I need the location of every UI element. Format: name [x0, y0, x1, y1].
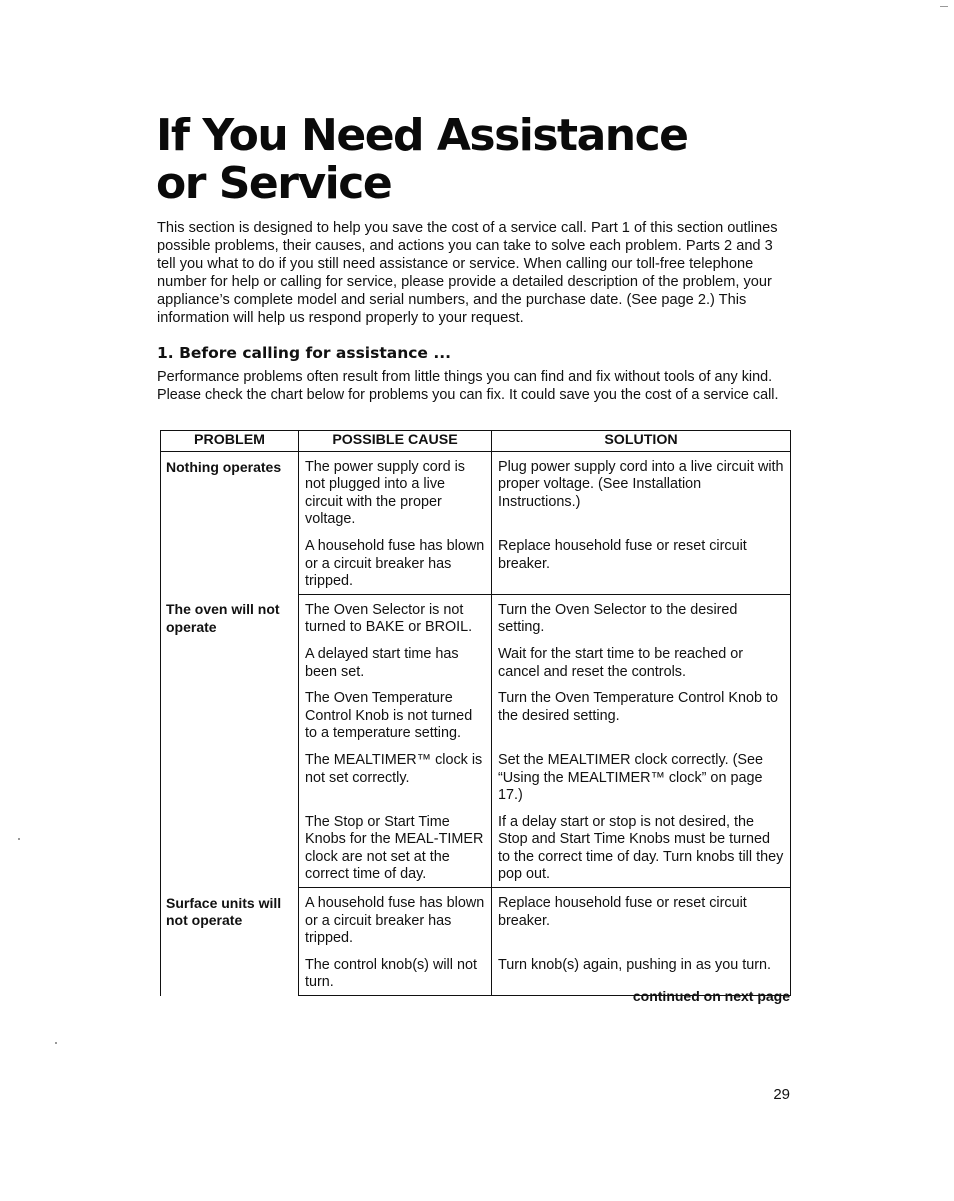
cause-cell: A household fuse has blown or a circuit breaker has tripped. — [299, 888, 492, 951]
cause-cell: The Oven Selector is not turned to BAKE or BROIL. — [299, 594, 492, 640]
solution-cell: Turn knob(s) again, pushing in as you turn. — [492, 951, 791, 996]
page-title-line-1: If You Need Assistance — [156, 110, 688, 161]
page-title-line-2: or Service — [156, 158, 392, 209]
solution-cell: Replace household fuse or reset circuit breaker. — [492, 888, 791, 951]
scan-mark — [18, 838, 20, 840]
page-number: 29 — [773, 1086, 790, 1103]
troubleshooting-table — [160, 430, 791, 996]
cause-cell: A delayed start time has been set. — [299, 640, 492, 684]
solution-cell: Turn the Oven Selector to the desired setting. — [492, 594, 791, 640]
section-intro-paragraph: Performance problems often result from little things you can find and fix without tools of any kind. Please check the chart below for problems you can fix. It could save you the cost of a service call. — [157, 369, 779, 403]
cause-cell: The MEALTIMER™ clock is not set correctly. — [299, 746, 492, 808]
table-row — [161, 451, 791, 532]
solution-cell: Set the MEALTIMER clock correctly. (See “Using the MEALTIMER™ clock” on page 17.) — [492, 746, 791, 808]
cause-cell: A household fuse has blown or a circuit breaker has tripped. — [299, 532, 492, 594]
header-solution: SOLUTION — [492, 431, 791, 452]
solution-cell: Wait for the start time to be reached or cancel and reset the controls. — [492, 640, 791, 684]
scan-mark — [55, 1042, 57, 1044]
solution-cell: Turn the Oven Temperature Control Knob to the desired setting. — [492, 684, 791, 746]
table-header-row — [161, 431, 791, 452]
solution-cell: If a delay start or stop is not desired, the Stop and Start Time Knobs must be turned to the correct time of day. Turn knobs till they pop out. — [492, 808, 791, 888]
problem-cell: Surface units will not operate — [161, 888, 299, 996]
page-title — [156, 112, 688, 208]
solution-cell: Replace household fuse or reset circuit breaker. — [492, 532, 791, 594]
scan-mark — [940, 6, 948, 7]
cause-cell: The Stop or Start Time Knobs for the MEAL-TIMER clock are not set at the correct time of day. — [299, 808, 492, 888]
header-possible-cause: POSSIBLE CAUSE — [299, 431, 492, 452]
table-row — [161, 888, 791, 951]
intro-paragraph: This section is designed to help you save the cost of a service call. Part 1 of this section outlines possible problems, their causes, and actions you can take to solve each problem. Parts 2 and 3 tell you what to do if you still need assistance or service. When calling our toll-free telephone number for help or calling for service, please provide a detailed description of the problem, your appliance’s complete model and serial numbers, and the purchase date. (See page 2.) This information will help us respond properly to your request. — [157, 220, 778, 326]
section-heading: 1. Before calling for assistance ... — [157, 344, 452, 362]
cause-cell: The control knob(s) will not turn. — [299, 951, 492, 996]
table-row — [161, 594, 791, 640]
problem-cell: Nothing operates — [161, 451, 299, 594]
continued-note: continued on next page — [632, 988, 790, 1004]
solution-cell: Plug power supply cord into a live circuit with proper voltage. (See Installation Instructions.) — [492, 451, 791, 532]
header-problem: PROBLEM — [161, 431, 299, 452]
problem-cell: The oven will not operate — [161, 594, 299, 887]
cause-cell: The power supply cord is not plugged into a live circuit with the proper voltage. — [299, 451, 492, 532]
cause-cell: The Oven Temperature Control Knob is not turned to a temperature setting. — [299, 684, 492, 746]
